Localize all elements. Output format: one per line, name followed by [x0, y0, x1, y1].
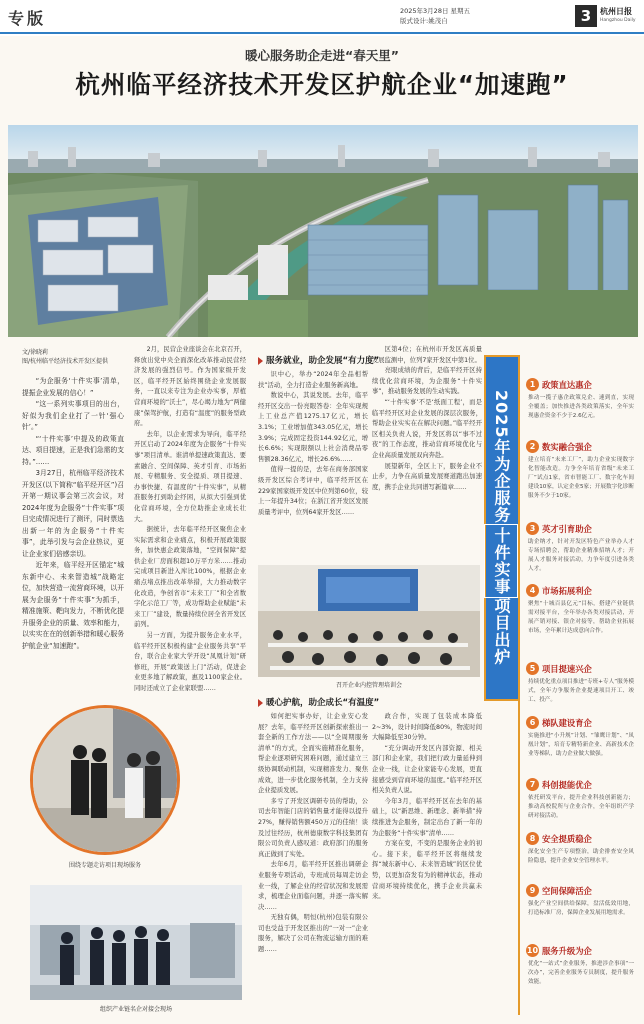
- lead-paragraph: 3月27日，杭州临平经济技术开发区(以下简称“临平经开区”)召开第一期议事会第三次会议，对2024年度为企服务“十件实事”项目完成情况进行了测评，同时票选出新一年的为企服务“十件实事”，此举引发与会企业热议，更让企业家们倍感亲切。: [22, 469, 124, 558]
- sidebar-title-prefix: 2025年为企服务: [492, 390, 511, 524]
- item-description: 实施推进“小升规”计划、“雏鹰计划”、“凤凰计划”，培育专精特新企业、高新技术企业等梯队，助力企业做大做强。: [528, 733, 634, 757]
- item-title: 数实融合强企: [542, 441, 592, 452]
- item-title: 梯队建设育企: [542, 717, 592, 728]
- lead-paragraph: “‘十件实事’中提及的政策直达、项目提速，正是我们急需的支持。”……: [22, 434, 124, 466]
- issue-date: 2025年3月28日 星期五: [400, 7, 471, 15]
- initiative-item: [526, 662, 634, 705]
- body-paragraph: 亮眼成绩的背后，是临平经开区持续优化营商环境，为企服务“十件实事”，推动服务发展的生动实践。: [372, 367, 482, 396]
- editor-credit: 版式设计:姚茂自: [400, 17, 448, 25]
- article-headline: 杭州临平经济技术开发区护航企业“加速跑”: [75, 70, 569, 99]
- item-number-badge: 7: [526, 778, 539, 791]
- body-paragraph: 无独有偶，明恒(杭州)包装有限公司也受益于开发区推出的“一对一”企业服务，解决了公司在物流运输方面的难题……: [258, 914, 368, 954]
- item-number-badge: 9: [526, 884, 539, 897]
- meeting-photo: [258, 565, 480, 677]
- initiative-item: [526, 716, 634, 759]
- item-number-badge: 6: [526, 716, 539, 729]
- item-description: 优化“一站式”企业服务，推进涉企事项“一次办”，完善企业服务专员制度，提升服务效能。: [528, 961, 634, 985]
- body-column-3: [258, 370, 368, 570]
- item-number-badge: 5: [526, 662, 539, 675]
- date-line: [400, 6, 470, 26]
- item-title: 空间保障活企: [542, 885, 592, 896]
- item-title: 安全提质稳企: [542, 833, 592, 844]
- item-number-badge: 4: [526, 584, 539, 597]
- factory-visit-photo: [30, 885, 242, 1000]
- paper-name-en: Hangzhou Daily: [600, 18, 636, 23]
- body-paragraph: 据统计，去年临平经开区聚焦企业实际需求和企业痛点，积极开展政策服务，加快惠企政策落地，“空间保障”提供企业厂房面积超10万平方米……推动完成项目新进入库比100%，根据企业痛点堵点推出改革举措，大力推动数字化改造，争创省市“未来工厂”和全省数字化示范工厂等，成功帮助企业赋能“未来工厂”建设，数量持续位居全省开发区前列。: [134, 526, 246, 629]
- item-title: 市场拓展利企: [542, 585, 592, 596]
- lead-paragraph: “这一系列实事项目的出台，好似为我们企业打了一针‘强心针’。”: [22, 400, 124, 431]
- body-paragraph: 数说中心，其说发展。去年，临平经开区交出一份亮眼答卷：全年实现规上工业总产值1275.17亿元，增长3.1%；工业增加值343.05亿元，增长3.9%；完成固定投资144.92亿元，增长6.6%；实现限额以上社会消费品零售额28.36亿元，增长26.6%……: [258, 392, 368, 463]
- body-paragraph: 去年，以企业需求为导向，临平经开区启动了2024年度为企服务“十件实事”项目清单。谁清单提速政策直达、要素融合、空间保障、英才引育、市场拓展、专精服务、安全提质、项目提速、办事快捷、有温度的“十件实事”，从精准服务打到助企纾困，从拟大引强到优化营商环境，全方位助推企业成长壮大。: [134, 430, 246, 523]
- sidebar-title-highlight: 十件实事: [484, 524, 518, 598]
- lead-column: [22, 376, 124, 706]
- lead-paragraph: 近年来，临平经开区锚定“城东新中心、未来智造城”战略定位，加快营造一流营商环境，以开展为企服务“十件实事”为抓手，精准施策、靶向发力，不断优化提升服务企业的质量、效率和能力，以实实在在的创新举措和暖心服务护航企业“加速跑”。: [22, 561, 124, 650]
- item-description: 持续优化重点项目推进“专班+专人”服务模式，全年力争服务企业提速项目开工、竣工、投产。: [528, 679, 634, 703]
- initiative-item: [526, 522, 634, 574]
- item-title: 英才引育助企: [542, 523, 592, 534]
- aerial-city-photo: [8, 125, 638, 337]
- body-column-4: [372, 345, 482, 570]
- lead-paragraph: “为企服务‘十件实事’清单，提振企业发展的信心！”: [22, 377, 124, 397]
- initiative-item: [526, 778, 634, 821]
- body-paragraph: 值得一提的是，去年在商务部国家级开发区综合考评中，临平经开区在229家国家级开发区中位列第60位，较上一年提升34位；在浙江省开发区发展质量考评中，位列64家开发区……: [258, 466, 368, 516]
- item-description: 推动一揽子惠企政策兑企、速到直，实现全覆盖；加快推进各类政策落实，全年实现惠企资金不少于2.6亿元。: [528, 395, 634, 419]
- masthead: [0, 0, 644, 36]
- initiative-item: [526, 378, 634, 421]
- initiative-item: [526, 944, 634, 987]
- article-subtitle: 暖心服务助企走进“春天里”: [245, 48, 399, 63]
- body-paragraph: “‘十件实事’不是‘纸面工程’，而是临平经开区对企业发展的深层次服务，帮助企业实实在在解决问题。”临平经开区相关负责人说，开发区将以“事不过夜”的工作态度，推动营商环境优化与企业高质量发展双向奔赴。: [372, 398, 482, 459]
- section-heading-employment: 服务就业，助企发展“有力度”: [258, 354, 379, 366]
- initiative-item: [526, 884, 634, 918]
- header-rule: [0, 32, 644, 34]
- body-paragraph: “充分调动开发区内部资源、相关部门和企业家，我们把行政力量延伸到企业一线，让企业家能专心发展，更直接感受到营商环境的温度。”临平经开区相关负责人说。: [372, 744, 482, 795]
- body-column-3b: [258, 712, 368, 1017]
- item-number-badge: 10: [526, 946, 539, 955]
- body-paragraph: 方案在变，不变的是服务企业的初心。接下来，临平经开区将继续发挥“城东新中心、未来智造城”的区位优势，以更加奋发有为的精神状态，推动营商环境持续优化，携手企业共赢未来。: [372, 840, 482, 901]
- item-number-badge: 3: [526, 522, 539, 535]
- item-description: 助企纳才，针对开发区特色产业举办人才专场招聘会，帮助企业精准招纳人才；开展人才服务对接活动，力争年度引进各类人才。: [528, 539, 634, 572]
- body-paragraph: 多亏了开发区调研专员的帮助，公司去年智能门店的销售量才能得以提升27%，赚得销售额450万元的佳绩！谈及过往经历，杭州德康数字科技集团有限公司负责人感叹道：政府部门的服务真正做到了实处。: [258, 797, 368, 858]
- sidebar-vertical-title: [484, 355, 520, 701]
- site-visit-photo: [30, 705, 180, 855]
- item-number-badge: 1: [526, 378, 539, 391]
- body-paragraph: 2月，民营企业座谈会在北京召开，释放出党中央全面深化改革推动民营经济发展的强烈信号。作为国家级开发区，临平经开区始终围绕企业发展服务，一直以来专注为企业办实事，厚植营商环境的“沃土”，尽心竭力地为“两健康”保驾护航，打造有“温度”的服务型政府。: [134, 346, 246, 428]
- paper-name: 杭州日报: [600, 7, 632, 16]
- body-paragraph: 如何把实事办好，让企业安心发展？去年，临平经开区创新探索推出一套全新的工作方法——以“全周期服务清单”的方式，全面实施精准化服务，帮企业逐项研究困难问题，通过建立三级协调联动机制，实现精准发力、聚焦成效，进一步优化服务机制，全力支持企业提质发展。: [258, 713, 368, 795]
- site-visit-photo-caption: 围绕专题走访项目现场服务: [68, 862, 141, 869]
- item-description: 深化安全生产专项整治，助企排查安全风险隐患，提升企业安全管理水平。: [528, 849, 634, 864]
- body-paragraph: 展望新年，全区上下，服务企业不止步，力争在高质量发展赛道跑出加速度，携手企业共同谱写新篇章……: [372, 462, 482, 491]
- item-description: 强化产业空间供给保障，盘活低效用地，打造标准厂房，保障企业发展用地需求。: [528, 901, 634, 916]
- initiative-item: [526, 832, 634, 866]
- meeting-photo-caption: 召开企业内控管理培训会: [335, 682, 402, 689]
- factory-photo-caption: 组织产业链名企对接会现场: [99, 1006, 172, 1013]
- item-number-badge: 2: [526, 440, 539, 453]
- body-paragraph: 政合作，实现了包装成本降低2~3%，设计时间降低80%，物流时间大幅降低至30分钟。: [372, 713, 482, 742]
- item-description: 建立培育“未来工厂”，助力企业实现数字化智能改造。力争全年培育省级“未来工厂”试点1家，省市智能工厂、数字化车间建设10家，认定企业5家；开展数字化诊断服务不少于10家。: [528, 457, 634, 499]
- item-description: 聚焦“十城百县亿元”目标，搭建产业链供需对接平台，全年举办各类对接活动，开展产销对接、银企对接等，帮助企业拓展市场，全年累计达成意向合作。: [528, 601, 634, 634]
- item-number-badge: 8: [526, 832, 539, 845]
- item-title: 科创提能优企: [542, 779, 592, 790]
- body-column-2: [134, 345, 246, 705]
- photo-credit: 图/杭州临平经济技术开发区提供: [22, 358, 109, 365]
- body-paragraph: 另一方面，为提升服务企业水平，临平经开区积极构建“企业服务共享”平台，联合企业家大学开设“凤凰计划”研修班，开展“政策送上门”活动，促进企业更多地了解政策，惠及1100家企业。同时还成立了企业家联盟……: [134, 632, 246, 692]
- section-heading-support: 暖心护航，助企成长“有温度”: [258, 696, 379, 708]
- item-title: 服务升级为企: [542, 945, 592, 956]
- initiative-item: [526, 440, 634, 501]
- author: 文/徐晓莉: [22, 349, 49, 356]
- item-description: 依托研发平台，提升企业科技创新能力；推动高校院所与企业合作，全年组织产学研对接活动。: [528, 795, 634, 819]
- body-paragraph: 区第4位；在杭州市开发区高质量发展监测中，位列7家开发区中第1位。: [372, 346, 482, 364]
- item-title: 项目提速兴企: [542, 663, 592, 674]
- body-column-4b: [372, 712, 482, 1017]
- item-title: 政策直达惠企: [542, 379, 592, 390]
- byline: [22, 348, 108, 366]
- body-paragraph: 识中心，举办“2024年全品相帮扶”活动，全力打造企业服务新高地。: [258, 371, 368, 389]
- page-number: 3: [575, 5, 597, 27]
- body-paragraph: 今年3月，临平经开区在去年的基础上，以“新思维、新理念、新举措”持续推进为企服务，制定出台了新一年的为企服务“十件实事”清单……: [372, 797, 482, 837]
- section-tag: 专版: [8, 9, 47, 28]
- initiative-item: [526, 584, 634, 636]
- sidebar-title-suffix: 项目出炉: [492, 597, 511, 666]
- body-paragraph: 去年6月，临平经开区推出调研企业服务专项活动，专班成员每周走访企业一线，了解企业的经营状况和发展需求，梳理企业面临问题，并逐一落实解决……: [258, 861, 368, 911]
